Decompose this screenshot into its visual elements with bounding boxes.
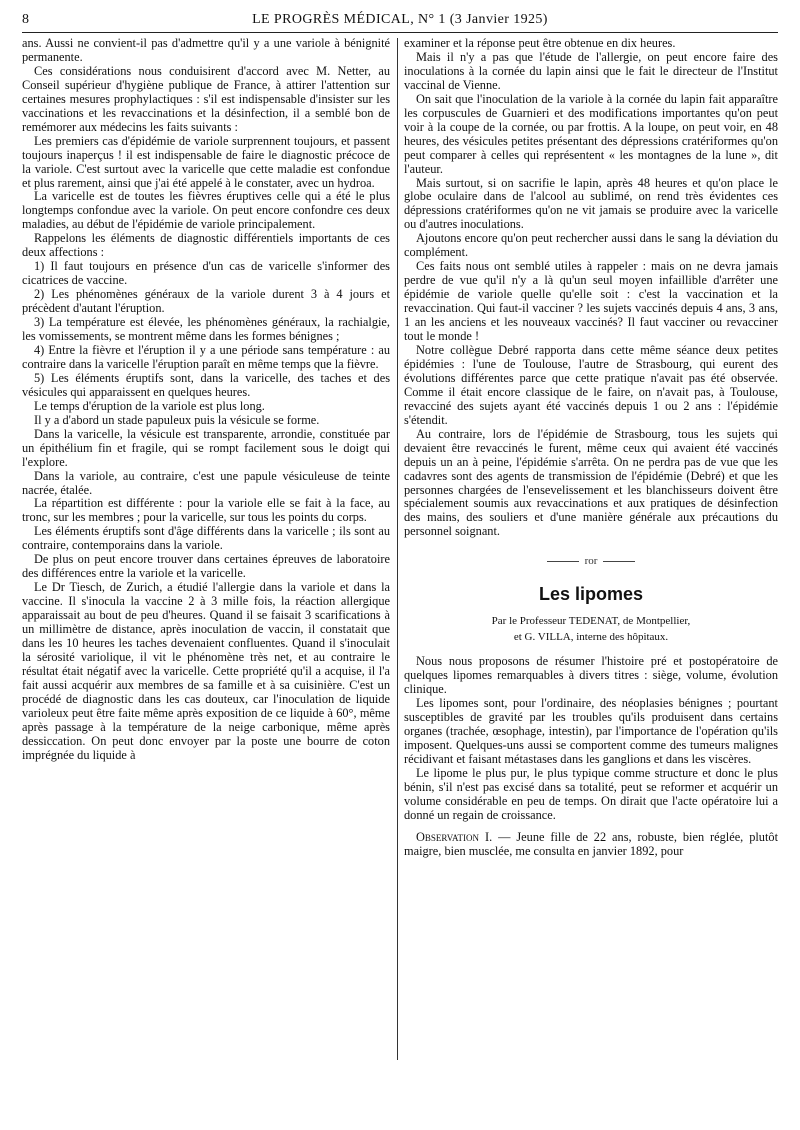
paragraph: Notre collègue Debré rapporta dans cette même séance deux petites épidémies : l'une de Toulouse, l'autre de Strasbourg, qui eurent des évolutions différentes parce que cette pratique n'avait pas été observée. Comme il était encore classique de le faire, on n'avait pas, à Toulouse, revacciné des sujets ayant été vaccinés depuis 1 ou 2 ans : l'épidémie s'étendit. <box>404 342 778 427</box>
paragraph: 1) Il faut toujours en présence d'un cas de varicelle s'informer des cicatrices de vaccine. <box>22 259 390 288</box>
paragraph: La répartition est différente : pour la variole elle se fait à la face, au tronc, sur les membres ; pour la varicelle, sur tous les points du corps. <box>22 496 390 525</box>
paragraph: Rappelons les éléments de diagnostic différentiels importants de ces deux affections : <box>22 231 390 260</box>
paragraph: examiner et la réponse peut être obtenue en dix heures. <box>404 36 676 50</box>
byline-line: et G. VILLA, interne des hôpitaux. <box>513 631 669 644</box>
paragraph: La varicelle est de toutes les fièvres éruptives celle qui a été le plus longtemps confondue avec la variole. On peut encore confondre ces deux maladies, au début de l'épidémie de variole principalement. <box>22 189 390 232</box>
paragraph: Le temps d'éruption de la variole est plus long. <box>34 398 265 413</box>
observation-paragraph <box>404 831 778 859</box>
paragraph: Ajoutons encore qu'on peut rechercher aussi dans le sang la déviation du complément. <box>404 231 778 260</box>
paragraph: Ces faits nous ont semblé utiles à rappeler : mais on ne devra jamais perdre de vue qu'il n'y a là qu'un seul moyen infaillible d'arrêter une épidémie de variole quelle qu'elle soit : c'est la vaccination et la revaccination. Qui faut-il vacciner ? les sujets vaccinés depuis 4 ans, 3 ans, 1 an les anciens et les nouveaux vaccinés? Il faut vacciner ou revacciner tout le monde ! <box>404 259 778 344</box>
article-byline <box>404 613 778 645</box>
paragraph: Il y a d'abord un stade papuleux puis la vésicule se forme. <box>34 412 320 427</box>
paragraph: Dans la variole, au contraire, c'est une papule vésiculeuse de teinte nacrée, étalée. <box>22 468 390 497</box>
paragraph: Le Dr Tiesch, de Zurich, a étudié l'allergie dans la variole et dans la vaccine. Il s'inocula la vaccine 2 à 3 mille fois, la réaction allergique apparaissait au bout de peu d'heures. Quand il se faisait 3 scarifications à un millimètre de distance, après inoculation de vaccin, il constatait que dans les 10 heures les taches devenaient confluentes. Quand il s'inoculait la sérosité variolique, il vit le phénomène très net, et au contraire le résultat était négatif avec la varicelle. Cette propriété qu'il a acquise, il l'a fait aussi acquérir aux membres de sa famille et à sa cuisinière. C'est un procédé de diagnostic dans les cas douteux, car l'inoculation de liquide varioleux peut être faite même après exposition de ce liquide à 60°, même après passage à la température de la neige carbonique, même après dessiccation. On peut donc envoyer par la poste une bourre de coton imprégnée du liquide à <box>22 580 390 762</box>
paragraph: On sait que l'inoculation de la variole à la cornée du lapin fait apparaître les corpuscules de Guarnieri et des modifications importantes qu'on peut voir à la coupe de la cornée, ou par frottis. A la loupe, on peut voir, en 48 heures, des vésicules petites présentant des dépressions cratériformes qu'on peut comparer à celles qui représentent « les montagnes de la lune », dit l'auteur. <box>404 91 778 176</box>
paragraph: Les premiers cas d'épidémie de variole surprennent toujours, et passent toujours inaperçus ! il est indispensable de faire le diagnostic précoce de la variole. C'est surtout avec la varicelle que cette maladie est confondue et plus rarement, ainsi que j'ai été appelé à le constater, avec un hydroa. <box>22 133 390 190</box>
paragraph: 4) Entre la fièvre et l'éruption il y a une période sans température : au contraire dans la varicelle l'éruption paraît en même temps que la fièvre. <box>22 342 390 371</box>
observation-label: Observation I. <box>416 829 493 844</box>
page-number: 8 <box>22 12 29 27</box>
journal-title: LE PROGRÈS MÉDICAL, N° 1 (3 Janvier 1925) <box>252 12 548 27</box>
byline-line: Par le Professeur TEDENAT, de Montpellier, <box>491 615 691 628</box>
article-title: Les lipomes <box>538 584 644 605</box>
paragraph: Mais surtout, si on sacrifie le lapin, après 48 heures et qu'on place le globe oculaire dans de l'alcool au sublimé, on rend très évidentes ces dépressions cratériformes qu'on ne vit jamais se produire avec la varicelle ou d'autres inoculations. <box>404 175 778 232</box>
section-ornament <box>404 555 778 569</box>
paragraph: Au contraire, lors de l'épidémie de Strasbourg, tous les sujets qui devaient être revaccinés le furent, même ceux qui avaient été vaccinés depuis un an à peine, l'épidémie s'arrêta. On ne perdra pas de vue que les cadavres sont des agents de transmission de l'épidémie (Debré) et que les personnes chargées de l'ensevelissement et les blanchisseurs doivent être spécialement soumis aux revaccinations et aux pratiques de désinfection des mains, des souliers et d'une manière générale aux précautions du personnel soignant. <box>404 426 778 539</box>
paragraph: Dans la varicelle, la vésicule est transparente, arrondie, constituée par un épithélium fin et fragile, qui se rompt facilement sous le doigt qui l'explore. <box>22 426 390 469</box>
paragraph: Mais il n'y a pas que l'étude de l'allergie, on peut encore faire des inoculations à la cornée du lapin ainsi que le fait le directeur de l'Institut vaccinal de Vienne. <box>404 49 778 92</box>
observation-text: — Jeune fille de 22 ans, robuste, bien réglée, plutôt maigre, bien musclée, me consulta en janvier 1892, pour <box>404 829 779 858</box>
paragraph: Nous nous proposons de résumer l'histoire pré et postopératoire de quelques lipomes remarquables à divers titres : siège, volume, évolution clinique. <box>404 654 778 697</box>
paragraph: Le lipome le plus pur, le plus typique comme structure et donc le plus bénin, s'il n'est pas excisé dans sa totalité, peut se reformer et acquérir un volume considérable en peu de temps. On dirait que l'acte opératoire lui a donné un regain de croissance. <box>404 765 778 822</box>
paragraph: 2) Les phénomènes généraux de la variole durent 3 à 4 jours et précèdent d'autant l'éruption. <box>22 287 390 316</box>
paragraph: De plus on peut encore trouver dans certaines épreuves de laboratoire des différences entre la variole et la varicelle. <box>22 552 390 581</box>
right-column <box>404 37 778 859</box>
paragraph: ans. Aussi ne convient-il pas d'admettre qu'il y a une variole à bénignité permanente. <box>22 36 390 64</box>
left-column <box>22 37 390 763</box>
paragraph: 3) La température est élevée, les phénomènes généraux, la rachialgie, les vomissements, se montrent même dans les formes bénignes ; <box>22 315 390 344</box>
page-header <box>22 10 778 33</box>
column-divider <box>397 38 398 1060</box>
paragraph: Les lipomes sont, pour l'ordinaire, des néoplasies bénignes ; pourtant susceptibles de gravité par les troubles qu'ils produisent dans certains organes (trachée, œsophage, intestin), par l'importance de l'opération qu'ils imposent. Quelques-uns aussi se comportent comme des tumeurs malignes récidivant et faisant métastases dans les ganglions et dans les viscères. <box>404 696 778 766</box>
ornament-glyph: ror <box>584 555 598 568</box>
paragraph: 5) Les éléments éruptifs sont, dans la varicelle, des taches et des vésicules qui apparaissent en quelques heures. <box>22 370 390 399</box>
paragraph: Les éléments éruptifs sont d'âge différents dans la varicelle ; ils sont au contraire, contemporains dans la variole. <box>22 524 390 553</box>
paragraph: Ces considérations nous conduisirent d'accord avec M. Netter, au Conseil supérieur d'hygiène publique de France, à attirer l'attention sur certaines mesures prophylactiques : s'il est indispensable d'insister sur les vaccinations et les revaccinations et la désinfection, il a semblé bon de remémorer aux médecins les faits suivants : <box>22 63 390 134</box>
